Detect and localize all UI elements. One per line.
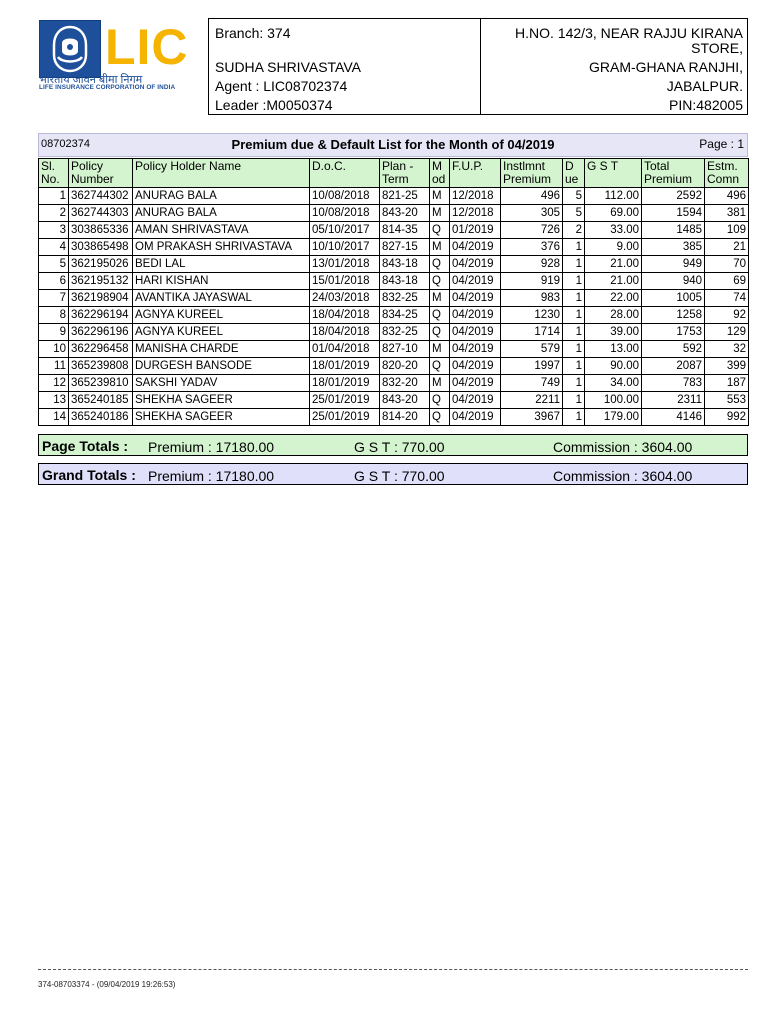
lic-hindi-name: भारतीय जीवन बीमा निगम bbox=[39, 74, 143, 86]
cell-holder-name: ANURAG BALA bbox=[133, 188, 310, 205]
cell-mode: Q bbox=[430, 392, 450, 409]
cell-policy-number: 365240186 bbox=[69, 409, 133, 426]
cell-gst: 179.00 bbox=[585, 409, 642, 426]
cell-doc: 25/01/2019 bbox=[310, 392, 380, 409]
cell-instalment: 579 bbox=[501, 341, 563, 358]
table-row bbox=[39, 341, 749, 358]
cell-due: 1 bbox=[563, 392, 585, 409]
agent-address bbox=[481, 19, 747, 114]
cell-gst: 39.00 bbox=[585, 324, 642, 341]
premium-due-table bbox=[38, 158, 749, 426]
cell-plan-term: 834-25 bbox=[380, 307, 430, 324]
cell-plan-term: 843-18 bbox=[380, 273, 430, 290]
table-header-row bbox=[39, 159, 749, 188]
grand-totals-premium: Premium : 17180.00 bbox=[148, 468, 275, 484]
cell-sl-no: 5 bbox=[39, 256, 69, 273]
cell-due: 2 bbox=[563, 222, 585, 239]
cell-policy-number: 303865336 bbox=[69, 222, 133, 239]
cell-plan-term: 832-20 bbox=[380, 375, 430, 392]
cell-holder-name: DURGESH BANSODE bbox=[133, 358, 310, 375]
table-row bbox=[39, 205, 749, 222]
agent-name: SUDHA SHRIVASTAVA bbox=[215, 59, 361, 75]
cell-doc: 24/03/2018 bbox=[310, 290, 380, 307]
address-line: JABALPUR. bbox=[666, 78, 743, 94]
cell-commission: 69 bbox=[705, 273, 749, 290]
cell-doc: 15/01/2018 bbox=[310, 273, 380, 290]
cell-fup: 04/2019 bbox=[450, 409, 501, 426]
cell-policy-number: 303865498 bbox=[69, 239, 133, 256]
cell-instalment: 749 bbox=[501, 375, 563, 392]
col-header-fup: F.U.P. bbox=[450, 159, 501, 188]
cell-doc: 18/01/2019 bbox=[310, 358, 380, 375]
cell-holder-name: SAKSHI YADAV bbox=[133, 375, 310, 392]
cell-gst: 112.00 bbox=[585, 188, 642, 205]
cell-total-premium: 2087 bbox=[642, 358, 705, 375]
cell-gst: 21.00 bbox=[585, 273, 642, 290]
cell-doc: 18/04/2018 bbox=[310, 324, 380, 341]
cell-instalment: 2211 bbox=[501, 392, 563, 409]
cell-holder-name: HARI KISHAN bbox=[133, 273, 310, 290]
table-row bbox=[39, 307, 749, 324]
grand-totals-label: Grand Totals : bbox=[42, 467, 136, 483]
cell-plan-term: 820-20 bbox=[380, 358, 430, 375]
cell-mode: Q bbox=[430, 222, 450, 239]
cell-policy-number: 362198904 bbox=[69, 290, 133, 307]
cell-sl-no: 11 bbox=[39, 358, 69, 375]
col-header-plan-term: Plan - Term bbox=[380, 159, 430, 188]
cell-doc: 01/04/2018 bbox=[310, 341, 380, 358]
cell-instalment: 726 bbox=[501, 222, 563, 239]
cell-fup: 04/2019 bbox=[450, 375, 501, 392]
cell-instalment: 1714 bbox=[501, 324, 563, 341]
cell-instalment: 376 bbox=[501, 239, 563, 256]
cell-mode: Q bbox=[430, 358, 450, 375]
cell-plan-term: 821-25 bbox=[380, 188, 430, 205]
address-line: STORE, bbox=[691, 40, 743, 56]
cell-policy-number: 365240185 bbox=[69, 392, 133, 409]
cell-doc: 25/01/2019 bbox=[310, 409, 380, 426]
agent-details bbox=[209, 19, 481, 114]
grand-totals-commission: Commission : 3604.00 bbox=[553, 468, 693, 484]
cell-mode: M bbox=[430, 239, 450, 256]
title-agent-code: 08702374 bbox=[41, 138, 90, 150]
cell-holder-name: AVANTIKA JAYASWAL bbox=[133, 290, 310, 307]
agent-header-box bbox=[208, 18, 748, 115]
cell-holder-name: ANURAG BALA bbox=[133, 205, 310, 222]
cell-sl-no: 3 bbox=[39, 222, 69, 239]
cell-doc: 13/01/2018 bbox=[310, 256, 380, 273]
table-row bbox=[39, 222, 749, 239]
cell-sl-no: 12 bbox=[39, 375, 69, 392]
cell-policy-number: 362195132 bbox=[69, 273, 133, 290]
cell-total-premium: 1485 bbox=[642, 222, 705, 239]
table-row bbox=[39, 324, 749, 341]
cell-commission: 32 bbox=[705, 341, 749, 358]
cell-instalment: 919 bbox=[501, 273, 563, 290]
cell-holder-name: MANISHA CHARDE bbox=[133, 341, 310, 358]
table-row bbox=[39, 290, 749, 307]
cell-commission: 553 bbox=[705, 392, 749, 409]
cell-policy-number: 362296194 bbox=[69, 307, 133, 324]
table-row bbox=[39, 256, 749, 273]
col-header-doc: D.o.C. bbox=[310, 159, 380, 188]
cell-sl-no: 14 bbox=[39, 409, 69, 426]
cell-total-premium: 940 bbox=[642, 273, 705, 290]
cell-commission: 129 bbox=[705, 324, 749, 341]
cell-fup: 04/2019 bbox=[450, 256, 501, 273]
footer-divider bbox=[38, 969, 748, 970]
cell-sl-no: 7 bbox=[39, 290, 69, 307]
table-row bbox=[39, 239, 749, 256]
lic-logo bbox=[37, 18, 193, 94]
cell-gst: 9.00 bbox=[585, 239, 642, 256]
cell-gst: 33.00 bbox=[585, 222, 642, 239]
cell-plan-term: 843-18 bbox=[380, 256, 430, 273]
cell-instalment: 928 bbox=[501, 256, 563, 273]
table-row bbox=[39, 358, 749, 375]
cell-fup: 04/2019 bbox=[450, 273, 501, 290]
cell-commission: 92 bbox=[705, 307, 749, 324]
cell-fup: 01/2019 bbox=[450, 222, 501, 239]
cell-mode: Q bbox=[430, 307, 450, 324]
cell-due: 1 bbox=[563, 239, 585, 256]
cell-commission: 496 bbox=[705, 188, 749, 205]
lic-english-name: LIFE INSURANCE CORPORATION OF INDIA bbox=[39, 84, 176, 91]
cell-fup: 04/2019 bbox=[450, 239, 501, 256]
cell-instalment: 496 bbox=[501, 188, 563, 205]
cell-mode: Q bbox=[430, 256, 450, 273]
cell-mode: Q bbox=[430, 409, 450, 426]
cell-plan-term: 814-35 bbox=[380, 222, 430, 239]
table-row bbox=[39, 409, 749, 426]
cell-due: 5 bbox=[563, 205, 585, 222]
cell-due: 1 bbox=[563, 375, 585, 392]
cell-due: 5 bbox=[563, 188, 585, 205]
cell-mode: M bbox=[430, 375, 450, 392]
grand-totals-gst: G S T : 770.00 bbox=[354, 468, 445, 484]
cell-plan-term: 832-25 bbox=[380, 324, 430, 341]
cell-commission: 21 bbox=[705, 239, 749, 256]
cell-gst: 28.00 bbox=[585, 307, 642, 324]
cell-doc: 05/10/2017 bbox=[310, 222, 380, 239]
page-totals-label: Page Totals : bbox=[42, 438, 129, 454]
cell-total-premium: 2311 bbox=[642, 392, 705, 409]
cell-instalment: 1230 bbox=[501, 307, 563, 324]
page-totals-premium: Premium : 17180.00 bbox=[148, 439, 275, 455]
cell-due: 1 bbox=[563, 324, 585, 341]
table-row bbox=[39, 375, 749, 392]
cell-mode: M bbox=[430, 341, 450, 358]
col-header-gst: G S T bbox=[585, 159, 642, 188]
cell-plan-term: 827-10 bbox=[380, 341, 430, 358]
cell-sl-no: 8 bbox=[39, 307, 69, 324]
cell-fup: 04/2019 bbox=[450, 392, 501, 409]
col-header-instalment: Instlmnt Premium bbox=[501, 159, 563, 188]
cell-total-premium: 1753 bbox=[642, 324, 705, 341]
cell-mode: M bbox=[430, 188, 450, 205]
cell-doc: 18/04/2018 bbox=[310, 307, 380, 324]
cell-commission: 381 bbox=[705, 205, 749, 222]
cell-sl-no: 2 bbox=[39, 205, 69, 222]
cell-fup: 04/2019 bbox=[450, 290, 501, 307]
grand-totals-bar bbox=[38, 463, 748, 485]
cell-instalment: 3967 bbox=[501, 409, 563, 426]
cell-total-premium: 1594 bbox=[642, 205, 705, 222]
cell-holder-name: OM PRAKASH SHRIVASTAVA bbox=[133, 239, 310, 256]
cell-total-premium: 4146 bbox=[642, 409, 705, 426]
cell-doc: 10/08/2018 bbox=[310, 205, 380, 222]
cell-commission: 109 bbox=[705, 222, 749, 239]
lic-emblem-icon bbox=[39, 20, 101, 78]
cell-commission: 74 bbox=[705, 290, 749, 307]
cell-instalment: 305 bbox=[501, 205, 563, 222]
cell-fup: 04/2019 bbox=[450, 358, 501, 375]
address-line: H.NO. 142/3, NEAR RAJJU KIRANA bbox=[515, 25, 743, 41]
cell-plan-term: 843-20 bbox=[380, 205, 430, 222]
cell-doc: 18/01/2019 bbox=[310, 375, 380, 392]
col-header-mode: M od bbox=[430, 159, 450, 188]
cell-gst: 22.00 bbox=[585, 290, 642, 307]
table-body bbox=[39, 188, 749, 426]
cell-mode: Q bbox=[430, 324, 450, 341]
cell-mode: Q bbox=[430, 273, 450, 290]
cell-plan-term: 814-20 bbox=[380, 409, 430, 426]
report-title-bar bbox=[38, 133, 748, 157]
cell-fup: 04/2019 bbox=[450, 307, 501, 324]
cell-sl-no: 4 bbox=[39, 239, 69, 256]
cell-policy-number: 362296196 bbox=[69, 324, 133, 341]
cell-total-premium: 592 bbox=[642, 341, 705, 358]
cell-sl-no: 6 bbox=[39, 273, 69, 290]
cell-holder-name: SHEKHA SAGEER bbox=[133, 409, 310, 426]
cell-fup: 04/2019 bbox=[450, 341, 501, 358]
agent-code: Agent : LIC08702374 bbox=[215, 78, 348, 94]
cell-commission: 70 bbox=[705, 256, 749, 273]
cell-total-premium: 949 bbox=[642, 256, 705, 273]
cell-fup: 12/2018 bbox=[450, 205, 501, 222]
cell-due: 1 bbox=[563, 307, 585, 324]
page-totals-bar bbox=[38, 434, 748, 456]
cell-sl-no: 1 bbox=[39, 188, 69, 205]
cell-fup: 04/2019 bbox=[450, 324, 501, 341]
cell-sl-no: 9 bbox=[39, 324, 69, 341]
page-totals-gst: G S T : 770.00 bbox=[354, 439, 445, 455]
col-header-due: D ue bbox=[563, 159, 585, 188]
cell-plan-term: 843-20 bbox=[380, 392, 430, 409]
cell-gst: 90.00 bbox=[585, 358, 642, 375]
cell-commission: 992 bbox=[705, 409, 749, 426]
cell-instalment: 1997 bbox=[501, 358, 563, 375]
cell-commission: 187 bbox=[705, 375, 749, 392]
cell-policy-number: 365239810 bbox=[69, 375, 133, 392]
branch-label: Branch: 374 bbox=[215, 25, 291, 41]
page-number: Page : 1 bbox=[699, 137, 744, 151]
cell-gst: 13.00 bbox=[585, 341, 642, 358]
cell-policy-number: 362744303 bbox=[69, 205, 133, 222]
cell-due: 1 bbox=[563, 273, 585, 290]
cell-total-premium: 2592 bbox=[642, 188, 705, 205]
cell-total-premium: 1005 bbox=[642, 290, 705, 307]
cell-holder-name: AGNYA KUREEL bbox=[133, 307, 310, 324]
leader-code: Leader :M0050374 bbox=[215, 97, 333, 113]
cell-due: 1 bbox=[563, 290, 585, 307]
cell-total-premium: 783 bbox=[642, 375, 705, 392]
col-header-sl: Sl. No. bbox=[39, 159, 69, 188]
footer-note: 374-08703374 - (09/04/2019 19:26:53) bbox=[38, 980, 176, 989]
address-line: GRAM-GHANA RANJHI, bbox=[588, 59, 743, 75]
col-header-total-premium: Total Premium bbox=[642, 159, 705, 188]
cell-due: 1 bbox=[563, 341, 585, 358]
cell-due: 1 bbox=[563, 358, 585, 375]
cell-sl-no: 10 bbox=[39, 341, 69, 358]
report-title: Premium due & Default List for the Month of 04/2019 bbox=[231, 137, 555, 152]
cell-mode: M bbox=[430, 290, 450, 307]
cell-doc: 10/10/2017 bbox=[310, 239, 380, 256]
cell-gst: 21.00 bbox=[585, 256, 642, 273]
cell-holder-name: BEDI LAL bbox=[133, 256, 310, 273]
cell-instalment: 983 bbox=[501, 290, 563, 307]
cell-plan-term: 827-15 bbox=[380, 239, 430, 256]
cell-holder-name: AGNYA KUREEL bbox=[133, 324, 310, 341]
cell-mode: M bbox=[430, 205, 450, 222]
cell-policy-number: 362195026 bbox=[69, 256, 133, 273]
col-header-commission: Estm. Comn bbox=[705, 159, 749, 188]
address-pin: PIN:482005 bbox=[669, 97, 743, 113]
cell-holder-name: SHEKHA SAGEER bbox=[133, 392, 310, 409]
cell-commission: 399 bbox=[705, 358, 749, 375]
cell-doc: 10/08/2018 bbox=[310, 188, 380, 205]
cell-due: 1 bbox=[563, 256, 585, 273]
cell-gst: 100.00 bbox=[585, 392, 642, 409]
cell-total-premium: 385 bbox=[642, 239, 705, 256]
table-row bbox=[39, 188, 749, 205]
cell-policy-number: 365239808 bbox=[69, 358, 133, 375]
cell-total-premium: 1258 bbox=[642, 307, 705, 324]
cell-plan-term: 832-25 bbox=[380, 290, 430, 307]
lic-wordmark: LIC bbox=[105, 19, 189, 75]
cell-gst: 69.00 bbox=[585, 205, 642, 222]
cell-fup: 12/2018 bbox=[450, 188, 501, 205]
col-header-holder-name: Policy Holder Name bbox=[133, 159, 310, 188]
cell-policy-number: 362296458 bbox=[69, 341, 133, 358]
table-row bbox=[39, 392, 749, 409]
cell-policy-number: 362744302 bbox=[69, 188, 133, 205]
cell-gst: 34.00 bbox=[585, 375, 642, 392]
col-header-policy-number: Policy Number bbox=[69, 159, 133, 188]
cell-due: 1 bbox=[563, 409, 585, 426]
cell-holder-name: AMAN SHRIVASTAVA bbox=[133, 222, 310, 239]
cell-sl-no: 13 bbox=[39, 392, 69, 409]
table-row bbox=[39, 273, 749, 290]
page-totals-commission: Commission : 3604.00 bbox=[553, 439, 693, 455]
